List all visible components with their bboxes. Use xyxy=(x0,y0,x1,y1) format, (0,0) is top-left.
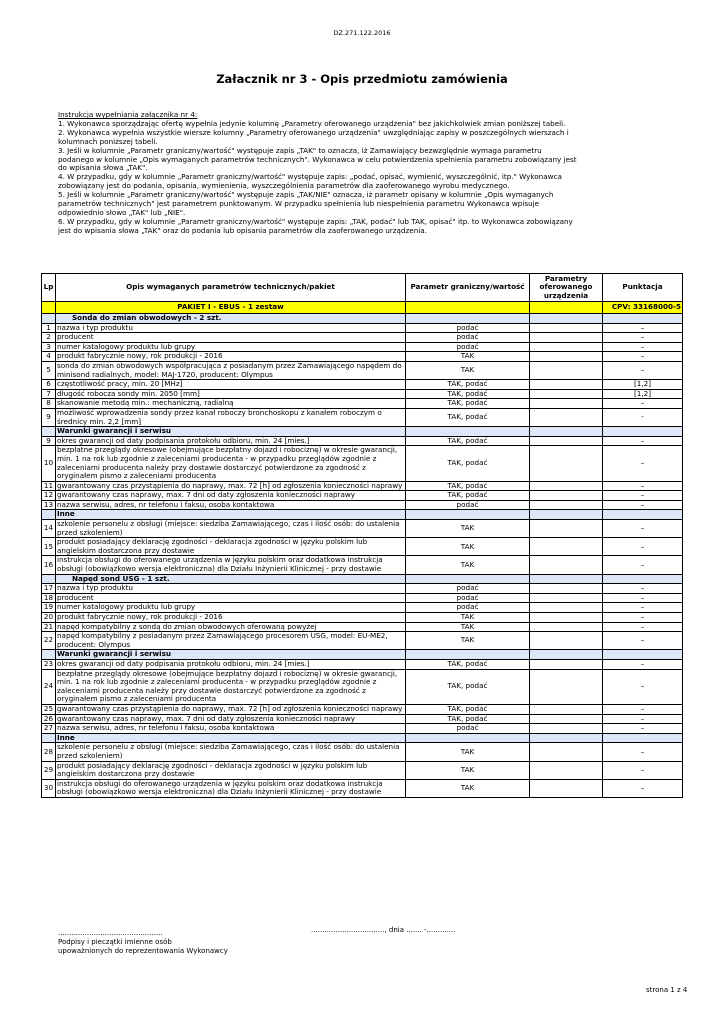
cell-offered-input[interactable] xyxy=(530,500,603,510)
cell-description: szkolenie personelu z obsługi (miejsce: siedziba Zamawiającego, czas i ilość osób: do ustalenia przed szkoleniem) xyxy=(56,520,406,538)
table-row xyxy=(42,389,683,399)
cell-lp: 14 xyxy=(42,520,56,538)
table-row xyxy=(42,399,683,409)
cell-lp: 1 xyxy=(42,323,56,333)
cell-score: – xyxy=(603,593,683,603)
cell-offered-input[interactable] xyxy=(530,408,603,426)
table-row xyxy=(42,491,683,501)
table-row xyxy=(42,481,683,491)
cell-parameter: TAK, podać xyxy=(406,399,530,409)
cell-description: nazwa serwisu, adres, nr telefonu i faksu, osoba kontaktowa xyxy=(56,500,406,510)
cell-score: [1,2] xyxy=(603,389,683,399)
cell-description: długość robocza sondy min. 2050 [mm] xyxy=(56,389,406,399)
cell-lp xyxy=(42,574,56,584)
instruction-line: 5. Jeśli w kolumnie „Parametr graniczny/wartość" występuje zapis „TAK/NIE" oznacza, iż parametr opisany w kolumnie „Opis wymaganych parametrów technicznych" jest parametrem punktowanym. W przypadku spełnienia lub niespełnienia parametru Wykonawca wpisuje odpowiednio słowo „TAK" lub „NIE". xyxy=(58,190,554,217)
specification-table xyxy=(41,273,683,798)
cell-offered-input[interactable] xyxy=(530,323,603,333)
cell-score: – xyxy=(603,714,683,724)
cell-offered-input[interactable] xyxy=(530,622,603,632)
cell-description: instrukcja obsługi do oferowanego urządzenia w języku polskim oraz dodatkowa instrukcja obsługi (obowiązkowo wersja elektroniczna) dla Działu Inżynierii Klinicznej - przy dostawie xyxy=(56,779,406,797)
signature-date: ................................., dnia ....... -............. xyxy=(311,926,456,934)
cell-parameter: podać xyxy=(406,333,530,343)
cell-parameter: TAK, podać xyxy=(406,491,530,501)
cell-parameter: TAK, podać xyxy=(406,408,530,426)
cell-parameter: podać xyxy=(406,724,530,734)
cell-offered-input[interactable] xyxy=(530,342,603,352)
cell-description: gwarantowany czas naprawy, max. 7 dni od daty zgłoszenia konieczności naprawy xyxy=(56,491,406,501)
cell-lp: 11 xyxy=(42,481,56,491)
instructions-heading: Instrukcja wypełniania załącznika nr 4: xyxy=(58,110,198,119)
cell-score: – xyxy=(603,622,683,632)
instructions-block xyxy=(58,111,578,236)
cell-offered-input[interactable] xyxy=(530,538,603,556)
cell-offered-input[interactable] xyxy=(530,714,603,724)
cell-score: – xyxy=(603,704,683,714)
cell-offered-input[interactable] xyxy=(530,333,603,343)
cell-score xyxy=(603,314,683,324)
cell-parameter: TAK, podać xyxy=(406,436,530,446)
cell-description: gwarantowany czas przystąpienia do naprawy, max. 72 [h] od zgłoszenia konieczności naprawy xyxy=(56,481,406,491)
cell-score: [1,2] xyxy=(603,380,683,390)
cell-parameter: TAK, podać xyxy=(406,659,530,669)
package-cpv: CPV: 33168000-5 xyxy=(603,302,683,314)
cell-lp: 2 xyxy=(42,333,56,343)
cell-offered-input[interactable] xyxy=(530,724,603,734)
cell-lp: 24 xyxy=(42,669,56,704)
cell-offered-input[interactable] xyxy=(530,352,603,362)
cell-lp: 6 xyxy=(42,380,56,390)
cell-parameter xyxy=(406,427,530,437)
cell-description: nazwa i typ produktu xyxy=(56,584,406,594)
table-row xyxy=(42,584,683,594)
cell-lp xyxy=(42,510,56,520)
cell-description: Inne xyxy=(56,510,406,520)
cell-lp: 23 xyxy=(42,659,56,669)
table-header-row xyxy=(42,274,683,302)
instruction-line: 2. Wykonawca wypełnia wszystkie wiersze kolumny „Parametry oferowanego urządzenia" uwzględniając zapisy w poszczególnych wierszach i kolumnach poniższej tabeli. xyxy=(58,127,569,146)
page-number: strona 1 z 4 xyxy=(646,986,688,994)
cell-description: nazwa i typ produktu xyxy=(56,323,406,333)
cell-offered-input[interactable] xyxy=(530,632,603,650)
cell-score: – xyxy=(603,361,683,379)
cell-lp: 28 xyxy=(42,743,56,761)
group-row xyxy=(42,650,683,660)
cell-parameter: TAK, podać xyxy=(406,704,530,714)
group-row xyxy=(42,733,683,743)
instruction-line: 3. Jeśli w kolumnie „Parametr graniczny/wartość" występuje zapis „TAK" to oznacza, iż Zamawiający bezwzględnie wymaga parametru podanego w kolumnie „Opis wymaganych parametrów technicznych". Wykonawca w celu potwierdzenia spełnienia parametru zobowiązany jest do wpisania słowa „TAK". xyxy=(58,145,577,173)
package-row xyxy=(42,302,683,314)
cell-lp: 15 xyxy=(42,538,56,556)
instruction-line: 1. Wykonawca sporządzając ofertę wypełnia jedynie kolumnę „Parametry oferowanego urządzenia" bez jakichkolwiek zmian poniższej tabeli. xyxy=(58,118,566,128)
signature-dots: ............................................... xyxy=(58,929,163,937)
cell-lp: 18 xyxy=(42,593,56,603)
document-reference: DZ.271.122.2016 xyxy=(333,29,391,37)
cell-lp xyxy=(42,427,56,437)
cell-parameter: TAK, podać xyxy=(406,380,530,390)
col-header-offered: Parametry oferowanego urządzenia xyxy=(530,274,603,302)
table-row xyxy=(42,724,683,734)
cell-parameter: TAK, podać xyxy=(406,669,530,704)
cell-parameter xyxy=(406,650,530,660)
signature-block xyxy=(58,929,228,956)
cell-score: – xyxy=(603,632,683,650)
table-row xyxy=(42,704,683,714)
signature-line1: Podpisy i pieczątki imienne osób xyxy=(58,938,172,946)
table-row xyxy=(42,632,683,650)
cell-offered-input[interactable] xyxy=(530,593,603,603)
cell-description: numer katalogowy produktu lub grupy xyxy=(56,342,406,352)
cell-score: – xyxy=(603,613,683,623)
cell-offered-input xyxy=(530,733,603,743)
cell-parameter: podać xyxy=(406,342,530,352)
cell-description: gwarantowany czas przystąpienia do naprawy, max. 72 [h] od zgłoszenia konieczności naprawy xyxy=(56,704,406,714)
table-row xyxy=(42,538,683,556)
cell-score: – xyxy=(603,584,683,594)
cell-parameter: TAK xyxy=(406,632,530,650)
cell-lp: 8 xyxy=(42,399,56,409)
cell-description: napęd kompatybilny z posiadanym przez Zamawiającego procesorem USG, model: EU-ME2, producent: Olympus xyxy=(56,632,406,650)
cell-lp: 29 xyxy=(42,761,56,779)
cell-description: Sonda do zmian obwodowych - 2 szt. xyxy=(56,314,406,324)
cell-score xyxy=(603,574,683,584)
cell-offered-input xyxy=(530,574,603,584)
cell-parameter: TAK, podać xyxy=(406,714,530,724)
cell-description: producent xyxy=(56,333,406,343)
cell-description: Warunki gwarancji i serwisu xyxy=(56,427,406,437)
group-row xyxy=(42,510,683,520)
cell-lp: 13 xyxy=(42,500,56,510)
cell-offered-input xyxy=(530,510,603,520)
cell-description: nazwa serwisu, adres, nr telefonu i faksu, osoba kontaktowa xyxy=(56,724,406,734)
table-row xyxy=(42,603,683,613)
cell-score xyxy=(603,510,683,520)
cell-score: – xyxy=(603,761,683,779)
cell-parameter: TAK xyxy=(406,613,530,623)
table-row xyxy=(42,361,683,379)
table-row xyxy=(42,342,683,352)
cell-description: bezpłatne przeglądy okresowe (obejmujące bezpłatny dojazd i robociznę) w okresie gwarancji, min. 1 na rok lub zgodnie z zaleceniami producenta - w przypadku przeglądów zgodnie z zaleceniami producenta należy przy dostawie dostarczyć potwierdzone za zgodność z oryginałem pismo z zaleceniami producenta xyxy=(56,446,406,481)
cell-score: – xyxy=(603,743,683,761)
cell-description: okres gwarancji od daty podpisania protokołu odbioru, min. 24 [mies.] xyxy=(56,659,406,669)
cell-lp: 9 xyxy=(42,408,56,426)
cell-score: – xyxy=(603,520,683,538)
table-row xyxy=(42,779,683,797)
table-row xyxy=(42,380,683,390)
cell-offered-input[interactable] xyxy=(530,436,603,446)
cell-score: – xyxy=(603,659,683,669)
cell-parameter: TAK, podać xyxy=(406,389,530,399)
cell-description: Warunki gwarancji i serwisu xyxy=(56,650,406,660)
cell-description: produkt posiadający deklarację zgodności - deklaracja zgodności w języku polskim lub angielskim dostarczona przy dostawie xyxy=(56,538,406,556)
cell-offered-input[interactable] xyxy=(530,779,603,797)
cell-parameter: TAK xyxy=(406,556,530,574)
cell-lp: 10 xyxy=(42,446,56,481)
cell-offered-input[interactable] xyxy=(530,389,603,399)
cell-score: – xyxy=(603,538,683,556)
signature-line2: upoważnionych do reprezentowania Wykonawcy xyxy=(58,947,228,955)
cell-description: Napęd sond USG - 1 szt. xyxy=(56,574,406,584)
cell-score: – xyxy=(603,481,683,491)
col-header-parameter: Parametr graniczny/wartość xyxy=(406,274,530,302)
cell-score: – xyxy=(603,446,683,481)
cell-description: okres gwarancji od daty podpisania protokołu odbioru, min. 24 [mies.] xyxy=(56,436,406,446)
cell-lp: 26 xyxy=(42,714,56,724)
cell-score: – xyxy=(603,333,683,343)
cell-score: – xyxy=(603,603,683,613)
cell-offered-input[interactable] xyxy=(530,380,603,390)
cell-description: sonda do zmian obwodowych współpracująca z posiadanym przez Zamawiającego napędem do minisond radialnych, model: MAJ-1720, producent: Olympus xyxy=(56,361,406,379)
cell-parameter: TAK, podać xyxy=(406,481,530,491)
cell-parameter: podać xyxy=(406,500,530,510)
cell-parameter: TAK xyxy=(406,622,530,632)
cell-parameter xyxy=(406,314,530,324)
cell-parameter: TAK, podać xyxy=(406,446,530,481)
table-row xyxy=(42,500,683,510)
cell-score: – xyxy=(603,779,683,797)
cell-offered-input[interactable] xyxy=(530,446,603,481)
table-row xyxy=(42,520,683,538)
table-row xyxy=(42,446,683,481)
cell-lp: 17 xyxy=(42,584,56,594)
cell-lp: 21 xyxy=(42,622,56,632)
table-row xyxy=(42,613,683,623)
cell-parameter xyxy=(406,733,530,743)
cell-score xyxy=(603,427,683,437)
cell-score: – xyxy=(603,500,683,510)
cell-lp: 25 xyxy=(42,704,56,714)
col-header-score: Punktacja xyxy=(603,274,683,302)
cell-lp: 20 xyxy=(42,613,56,623)
cell-lp: 7 xyxy=(42,389,56,399)
cell-offered-input[interactable] xyxy=(530,669,603,704)
cell-score xyxy=(603,650,683,660)
table-row xyxy=(42,593,683,603)
cell-offered-input[interactable] xyxy=(530,603,603,613)
page-title: Załacznik nr 3 - Opis przedmiotu zamówienia xyxy=(216,72,508,86)
cell-parameter: TAK xyxy=(406,779,530,797)
cell-parameter xyxy=(406,510,530,520)
cell-description: bezpłatne przeglądy okresowe (obejmujące bezpłatny dojazd i robociznę) w okresie gwarancji, min. 1 na rok lub zgodnie z zaleceniami producenta - w przypadku przeglądów zgodnie z zaleceniami producenta należy przy dostawie dostarczyć potwierdzone za zgodność z oryginałem pismo z zaleceniami producenta xyxy=(56,669,406,704)
cell-score: – xyxy=(603,436,683,446)
cell-parameter: TAK xyxy=(406,761,530,779)
col-header-lp: Lp xyxy=(42,274,56,302)
cell-score: – xyxy=(603,352,683,362)
cell-description: instrukcja obsługi do oferowanego urządzenia w języku polskim oraz dodatkowa instrukcja obsługi (obowiązkowo wersja elektroniczna) dla Działu Inżynierii Klinicznej - przy dostawie xyxy=(56,556,406,574)
table-row xyxy=(42,714,683,724)
cell-parameter: podać xyxy=(406,593,530,603)
cell-lp: 12 xyxy=(42,491,56,501)
instruction-line: 6. W przypadku, gdy w kolumnie „Parametr graniczny/wartość" występuje zapis: „TAK, podać" lub TAK, opisać" itp. to Wykonawca zobowiązany jest do wpisania słowa „TAK" oraz do podania lub opisania parametrów dla zaoferowanego urządzenia. xyxy=(58,216,573,235)
cell-parameter: TAK xyxy=(406,538,530,556)
table-row xyxy=(42,669,683,704)
cell-offered-input[interactable] xyxy=(530,481,603,491)
cell-lp: 27 xyxy=(42,724,56,734)
cell-offered-input[interactable] xyxy=(530,520,603,538)
package-label: PAKIET I - EBUS - 1 zestaw xyxy=(56,302,406,314)
table-row xyxy=(42,333,683,343)
cell-description: skanowanie metodą min.: mechaniczną, radialną xyxy=(56,399,406,409)
table-row xyxy=(42,556,683,574)
cell-description: gwarantowany czas naprawy, max. 7 dni od daty zgłoszenia konieczności naprawy xyxy=(56,714,406,724)
instruction-line: 4. W przypadku, gdy w kolumnie „Parametr graniczny/wartość" występuje zapis: „podać, opisać, wymienić, wyszczególnić, itp." Wykonawca zobowiązany jest do podania, opisania, wymienienia, wyszczególnienia parametrów dla zaoferowanego wyrobu medycznego. xyxy=(58,172,562,191)
cell-score: – xyxy=(603,669,683,704)
cell-lp xyxy=(42,650,56,660)
cell-score: - xyxy=(603,408,683,426)
cell-score: – xyxy=(603,556,683,574)
cell-parameter: podać xyxy=(406,323,530,333)
table-row xyxy=(42,408,683,426)
cell-offered-input[interactable] xyxy=(530,361,603,379)
cell-lp: 5 xyxy=(42,361,56,379)
cell-lp: 19 xyxy=(42,603,56,613)
cell-score: – xyxy=(603,491,683,501)
cell-parameter: TAK xyxy=(406,352,530,362)
table-row xyxy=(42,352,683,362)
cell-lp xyxy=(42,733,56,743)
cell-description: częstotliwość pracy, min. 20 [MHz] xyxy=(56,380,406,390)
cell-parameter: podać xyxy=(406,584,530,594)
cell-description: napęd kompatybilny z sondą do zmian obwodowych oferowaną powyżej xyxy=(56,622,406,632)
table-row xyxy=(42,622,683,632)
cell-description: Inne xyxy=(56,733,406,743)
cell-lp: 30 xyxy=(42,779,56,797)
table-row xyxy=(42,743,683,761)
cell-offered-input[interactable] xyxy=(530,704,603,714)
cell-offered-input[interactable] xyxy=(530,584,603,594)
cell-offered-input xyxy=(530,650,603,660)
cell-offered-input xyxy=(530,314,603,324)
cell-offered-input[interactable] xyxy=(530,659,603,669)
cell-offered-input xyxy=(530,427,603,437)
cell-offered-input[interactable] xyxy=(530,761,603,779)
group-row xyxy=(42,427,683,437)
cell-offered-input[interactable] xyxy=(530,399,603,409)
cell-offered-input[interactable] xyxy=(530,743,603,761)
cell-lp: 22 xyxy=(42,632,56,650)
cell-lp: 3 xyxy=(42,342,56,352)
cell-offered-input[interactable] xyxy=(530,613,603,623)
cell-description: produkt fabrycznie nowy, rok produkcji - 2016 xyxy=(56,352,406,362)
col-header-description: Opis wymaganych parametrów technicznych/pakiet xyxy=(56,274,406,302)
cell-parameter xyxy=(406,574,530,584)
cell-offered-input[interactable] xyxy=(530,556,603,574)
cell-parameter: TAK xyxy=(406,743,530,761)
table-row xyxy=(42,761,683,779)
cell-parameter: TAK xyxy=(406,361,530,379)
table-row xyxy=(42,323,683,333)
cell-lp: 16 xyxy=(42,556,56,574)
cell-description: produkt fabrycznie nowy, rok produkcji - 2016 xyxy=(56,613,406,623)
section-row xyxy=(42,574,683,584)
cell-score xyxy=(603,733,683,743)
cell-parameter: TAK xyxy=(406,520,530,538)
cell-lp xyxy=(42,314,56,324)
cell-description: produkt posiadający deklarację zgodności - deklaracja zgodności w języku polskim lub angielskim dostarczona przy dostawie xyxy=(56,761,406,779)
cell-score: – xyxy=(603,342,683,352)
section-row xyxy=(42,314,683,324)
cell-lp: 4 xyxy=(42,352,56,362)
cell-description: możliwość wprowadzenia sondy przez kanał roboczy bronchoskopu z kanałem roboczym o średnicy min. 2,2 [mm] xyxy=(56,408,406,426)
cell-score: – xyxy=(603,399,683,409)
cell-score: – xyxy=(603,724,683,734)
cell-offered-input[interactable] xyxy=(530,491,603,501)
cell-score: – xyxy=(603,323,683,333)
cell-description: producent xyxy=(56,593,406,603)
table-row xyxy=(42,436,683,446)
cell-lp: 9 xyxy=(42,436,56,446)
cell-description: szkolenie personelu z obsługi (miejsce: siedziba Zamawiającego, czas i ilość osób: do ustalenia przed szkoleniem) xyxy=(56,743,406,761)
cell-parameter: podać xyxy=(406,603,530,613)
cell-description: numer katalogowy produktu lub grupy xyxy=(56,603,406,613)
table-row xyxy=(42,659,683,669)
